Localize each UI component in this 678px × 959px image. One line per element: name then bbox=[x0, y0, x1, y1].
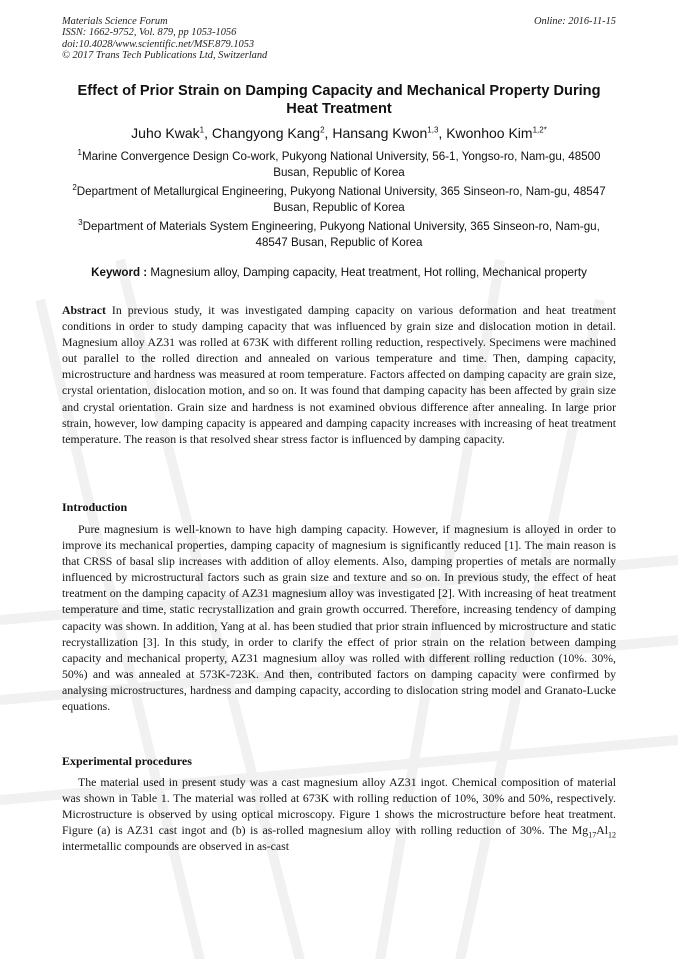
formula-mg-subscript: 17 bbox=[588, 830, 597, 840]
affiliation-text: Marine Convergence Design Co-work, Pukyong National University, 56-1, Yongso-ro, Nam-gu, 48500 Busan, Republic of Korea bbox=[81, 150, 601, 179]
keyword-text: Magnesium alloy, Damping capacity, Heat treatment, Hot rolling, Mechanical property bbox=[150, 266, 587, 279]
affiliation-text: Department of Metallurgical Engineering, Pukyong National University, 365 Sinseon-ro, Nam-gu, 48547 Busan, Republic of Korea bbox=[76, 185, 606, 214]
author-name: Hansang Kwon bbox=[332, 125, 428, 141]
keywords bbox=[62, 265, 616, 280]
author-affiliation-mark: 1,2* bbox=[532, 125, 547, 135]
journal-meta bbox=[62, 16, 267, 62]
affiliation-text: Department of Materials System Engineering, Pukyong National University, 365 Sinseon-ro, Nam-gu, 48547 Busan, Republic of Korea bbox=[82, 220, 600, 249]
author-list: Juho Kwak$^1$, Changyong Kang$^2$, Hansang Kwon$^{1,3}$, Kwonhoo Kim$^{1,2*}$ bbox=[131, 125, 547, 141]
introduction-heading: Introduction bbox=[62, 500, 128, 514]
affiliation-3 bbox=[62, 219, 616, 251]
formula-al-subscript: 12 bbox=[608, 830, 616, 840]
abstract-label: Abstract bbox=[62, 303, 106, 317]
formula-al: Al bbox=[596, 823, 608, 838]
paper-title: Effect of Prior Strain on Damping Capacity and Mechanical Property During Heat Treatment bbox=[77, 83, 601, 117]
author-name: Juho Kwak bbox=[131, 125, 200, 141]
introduction-paragraph: Pure magnesium is well-known to have high damping capacity. However, if magnesium is alloyed in order to improve its mechanical properties, damping capacity of magnesium is significantly reduced [1]. The main reason is that CRSS of basal slip increases with addition of alloy elements. Also, damping properties of metals are normally influenced by microstructural factors such as grain size and texture and so on. In previous study, the effect of heat treatment on the damping capacity of AZ31 magnesium alloy was investigated [2]. With increasing of heat treatment temperature and time, static recrystallization and grain growth occurred. Therefore, increasing tendency of damping capacity was shown. In addition, Yang at al. has been studied that prior strain influenced by microstructure and static recrystallization [3]. In this study, in order to clarify the effect of prior strain on the relation between damping capacity and mechanical property, AZ31 magnesium alloy was rolled with different rolling reduction (10%. 30%, 50%) and was annealed at 573K-723K. And then, contributed factors on damping capacity were confirmed by analysing microstructures, hardness and damping capacity, according to dislocation string model and Granato-Lucke equations. bbox=[62, 522, 616, 714]
affiliation-mark: 1 bbox=[77, 148, 82, 158]
online-date: Online: 2016-11-15 bbox=[533, 16, 616, 27]
author-name: Changyong Kang bbox=[211, 125, 321, 141]
experimental-paragraph bbox=[62, 774, 616, 854]
experimental-text: The material used in present study was a cast magnesium alloy AZ31 ingot. Chemical composition of material was shown in Table 1. The material was rolled at 673K with rolling reduction of 10%, 30% and 50%, respectively. Microstructure is observed by using optical microscopy. Figure 1 shows the microstructure before heat treatment. Figure (a) is AZ31 cast ingot and (b) is as-rolled magnesium alloy with rolling reduction of 30%. The bbox=[62, 775, 616, 838]
affiliation-mark: 2 bbox=[72, 183, 77, 193]
abstract-text: In previous study, it was investigated damping capacity on various deformation and heat treatment conditions in order to study damping capacity that was influenced by grain size and dislocation motion in detail. Magnesium alloy AZ31 was rolled at 673K with different rolling reduction, respectively. Specimens were machined out parallel to the rolled direction and annealed on various temperature and time. Then, damping capacity, microstructure and hardness was measured at room temperature. Factors affected on damping capacity are grain size, crystal orientation, dislocation motion, and so on. It was found that damping capacity has been affected by grain size and crystal orientation. Grain size and hardness is not examined obvious difference after annealing. In large prior strain, however, low damping capacity is appeared and damping capacity increases with increasing of heat treatment temperature. The reason is that resolved shear stress factor is influenced by damping capacity. bbox=[62, 303, 616, 446]
affiliation-2 bbox=[62, 184, 616, 216]
journal-name: Materials Science Forum bbox=[62, 16, 168, 27]
keyword-label: Keyword : bbox=[91, 266, 148, 279]
affiliation-1 bbox=[62, 149, 616, 181]
copyright-line: © 2017 Trans Tech Publications Ltd, Switzerland bbox=[62, 50, 268, 62]
formula-mg: Mg bbox=[571, 823, 589, 838]
experimental-text-end: intermetallic compounds are observed in as-cast bbox=[62, 839, 290, 854]
abstract bbox=[62, 302, 616, 447]
issn-line: ISSN: 1662-9752, Vol. 879, pp 1053-1056 bbox=[62, 27, 237, 39]
affiliation-mark: 3 bbox=[78, 218, 83, 228]
author-affiliation-mark: 1 bbox=[199, 125, 205, 135]
author-affiliation-mark: 1,3 bbox=[427, 125, 439, 135]
doi-line: doi:10.4028/www.scientific.net/MSF.879.1053 bbox=[62, 38, 255, 50]
author-name: Kwonhoo Kim bbox=[446, 125, 533, 141]
experimental-heading: Experimental procedures bbox=[62, 754, 192, 768]
author-affiliation-mark: 2 bbox=[320, 125, 325, 135]
